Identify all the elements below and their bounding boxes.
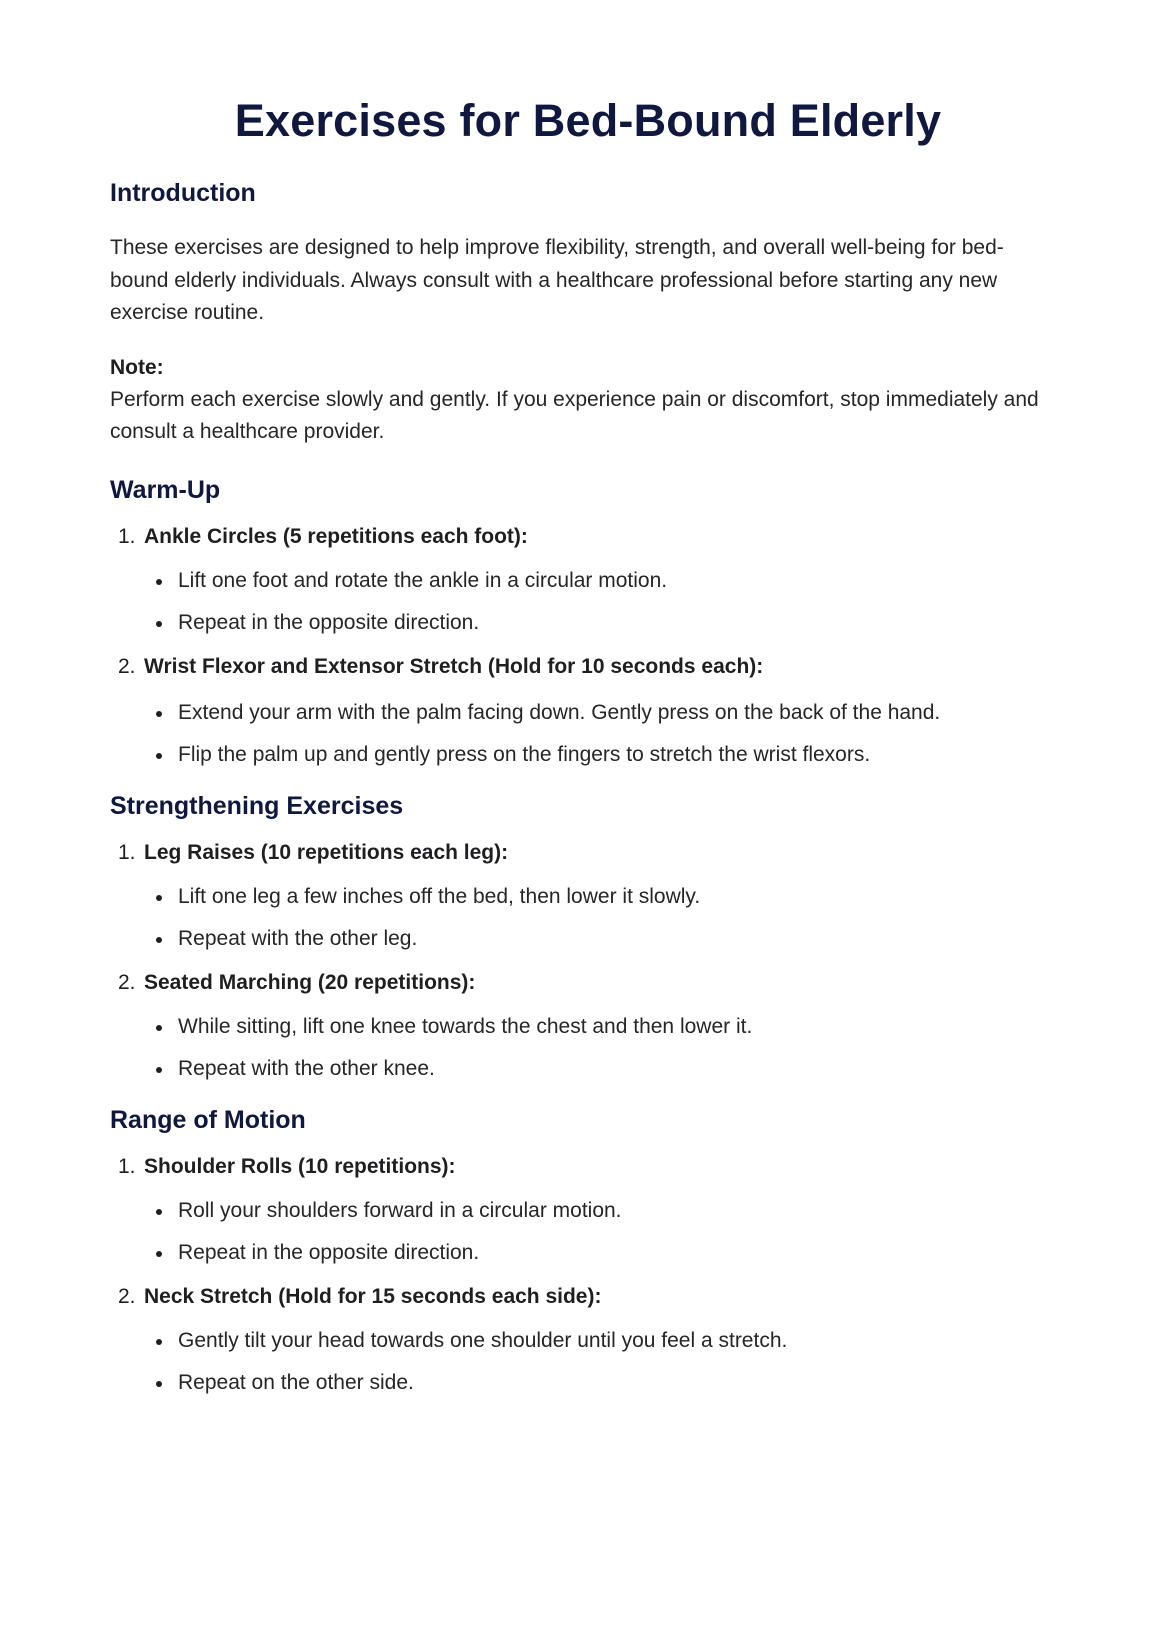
- exercise-number: 2.: [118, 654, 136, 678]
- step-item: Flip the palm up and gently press on the fingers to stretch the wrist flexors.: [144, 739, 1066, 771]
- exercise-number: 2.: [118, 970, 136, 994]
- exercise-item: [110, 1151, 1066, 1269]
- exercise-number: 1.: [118, 524, 136, 548]
- exercise-item: [110, 837, 1066, 955]
- step-item: Repeat with the other leg.: [144, 923, 1066, 955]
- step-item: Repeat in the opposite direction.: [144, 607, 1066, 639]
- exercise-steps: [144, 565, 1066, 639]
- step-item: Repeat in the opposite direction.: [144, 1237, 1066, 1269]
- introduction-paragraph: These exercises are designed to help improve flexibility, strength, and overall well-being for bed-bound elderly individuals. Always consult with a healthcare professional before starting any new exercise routine.: [110, 236, 1004, 324]
- exercise-number: 1.: [118, 1154, 136, 1178]
- warm-up-exercise-list: [110, 521, 1066, 771]
- exercise-steps: [144, 881, 1066, 955]
- strengthening-heading: Strengthening Exercises: [110, 791, 404, 820]
- exercise-item: [110, 967, 1066, 1085]
- step-item: While sitting, lift one knee towards the chest and then lower it.: [144, 1011, 1066, 1043]
- step-item: Repeat with the other knee.: [144, 1053, 1066, 1085]
- exercise-title: Seated Marching (20 repetitions):: [144, 970, 476, 994]
- note-label: Note:: [110, 355, 164, 379]
- range-of-motion-exercise-list: [110, 1151, 1066, 1399]
- exercise-title: Shoulder Rolls (10 repetitions):: [144, 1154, 456, 1178]
- note-text: Perform each exercise slowly and gently. If you experience pain or discomfort, stop immediately and consult a healthcare provider.: [110, 387, 1039, 443]
- warm-up-heading: Warm-Up: [110, 475, 221, 504]
- exercise-title: Leg Raises (10 repetitions each leg):: [144, 840, 509, 864]
- step-item: Lift one leg a few inches off the bed, then lower it slowly.: [144, 881, 1066, 913]
- step-item: Gently tilt your head towards one shoulder until you feel a stretch.: [144, 1325, 1066, 1357]
- document-title: Exercises for Bed-Bound Elderly: [234, 95, 942, 146]
- exercise-steps: [144, 697, 1066, 771]
- exercise-title: Wrist Flexor and Extensor Stretch (Hold for 10 seconds each):: [144, 654, 764, 678]
- exercise-title: Ankle Circles (5 repetitions each foot):: [144, 524, 528, 548]
- exercise-item: [110, 651, 1066, 771]
- step-item: Repeat on the other side.: [144, 1367, 1066, 1399]
- range-of-motion-heading: Range of Motion: [110, 1105, 306, 1134]
- exercise-steps: [144, 1195, 1066, 1269]
- exercise-item: [110, 1281, 1066, 1399]
- exercise-steps: [144, 1325, 1066, 1399]
- introduction-heading: Introduction: [110, 179, 256, 207]
- step-item: Roll your shoulders forward in a circular motion.: [144, 1195, 1066, 1227]
- exercise-item: [110, 521, 1066, 639]
- exercise-number: 2.: [118, 1284, 136, 1308]
- exercise-title: Neck Stretch (Hold for 15 seconds each side):: [144, 1284, 602, 1308]
- step-item: Lift one foot and rotate the ankle in a circular motion.: [144, 565, 1066, 597]
- strengthening-exercise-list: [110, 837, 1066, 1085]
- step-item: Extend your arm with the palm facing down. Gently press on the back of the hand.: [144, 697, 1066, 729]
- exercise-steps: [144, 1011, 1066, 1085]
- exercise-number: 1.: [118, 840, 136, 864]
